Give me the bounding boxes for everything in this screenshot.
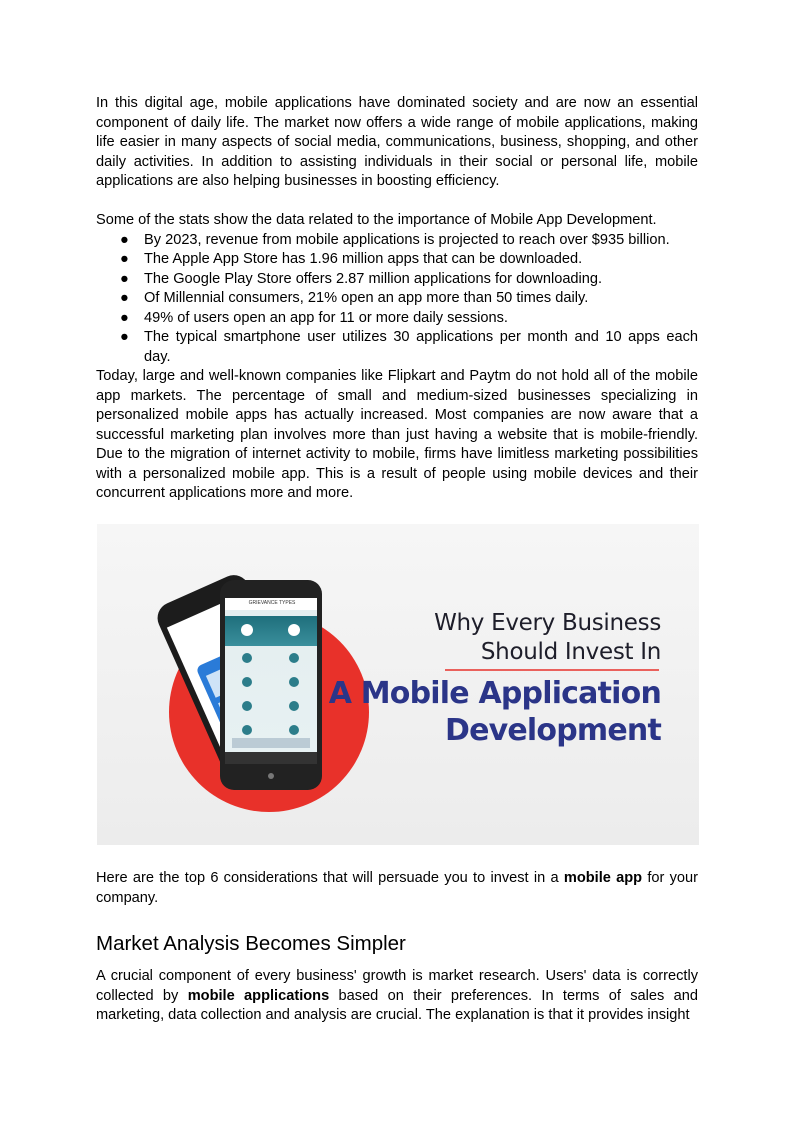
bullet-icon: ● [120,329,129,345]
list-item: ● The Google Play Store offers 2.87 million applications for downloading. [96,270,698,290]
banner-image [97,524,699,845]
phone-header: GRIEVANCE TYPES [248,600,296,606]
banner-title-line1: Why Every Business [434,610,661,636]
bullet-icon: ● [120,309,129,326]
list-item: ● The typical smartphone user utilizes 30 applications per month and 10 apps each day. [120,329,698,365]
bullet-icon: ● [120,251,129,267]
list-item: ● By 2023, revenue from mobile applications is projected to reach over $935 billion. [96,231,698,251]
companies-paragraph: Today, large and well-known companies like Flipkart and Paytm do not hold all of the mobile app markets. The percentage of small and medium-sized businesses specializing in personalized mobile apps has actually increased. Most companies are now aware that a successful marketing plan involves more than just having a website that is mobile-friendly. Due to the migration of internet activity to mobile, firms have limitless marketing possibilities with a personalized mobile app. This is a result of people using mobile devices and their concurrent applications more and more. [96,368,698,501]
section-heading: Market Analysis Becomes Simpler [96,932,406,955]
stats-list [96,231,698,368]
list-item: ● 49% of users open an app for 11 or more daily sessions. [96,309,698,329]
stats-lead: Some of the stats show the data related to the importance of Mobile App Development. [96,212,657,228]
banner-title-line3: A Mobile Application [328,676,661,711]
bullet-icon: ● [120,270,129,287]
banner-title-line2: Should Invest In [480,639,661,665]
intro-paragraph: In this digital age, mobile applications have dominated society and are now an essential component of daily life. The market now offers a wide range of mobile applications, making life easier in many aspects of social media, communications, business, shopping, and other daily activities. In addition to assisting individuals in their social or personal life, mobile applications are also helping businesses in boosting efficiency. [96,95,698,189]
body-text [96,94,698,504]
bullet-icon: ● [120,231,129,248]
considerations-paragraph: Here are the top 6 considerations that will persuade you to invest in a mobile app for your company. [96,870,699,906]
list-item: ● The Apple App Store has 1.96 million apps that can be downloaded. [96,250,698,270]
bullet-icon: ● [120,290,129,306]
banner-title-line4: Development [444,713,661,748]
list-item: ● Of Millennial consumers, 21% open an app more than 50 times daily. [96,289,698,309]
market-paragraph: A crucial component of every business' growth is market research. Users' data is correctly collected by mobile applications based on their preferences. In terms of sales and marketing, data collection and analysis are crucial. The explanation is that it provides insight [96,968,698,1023]
